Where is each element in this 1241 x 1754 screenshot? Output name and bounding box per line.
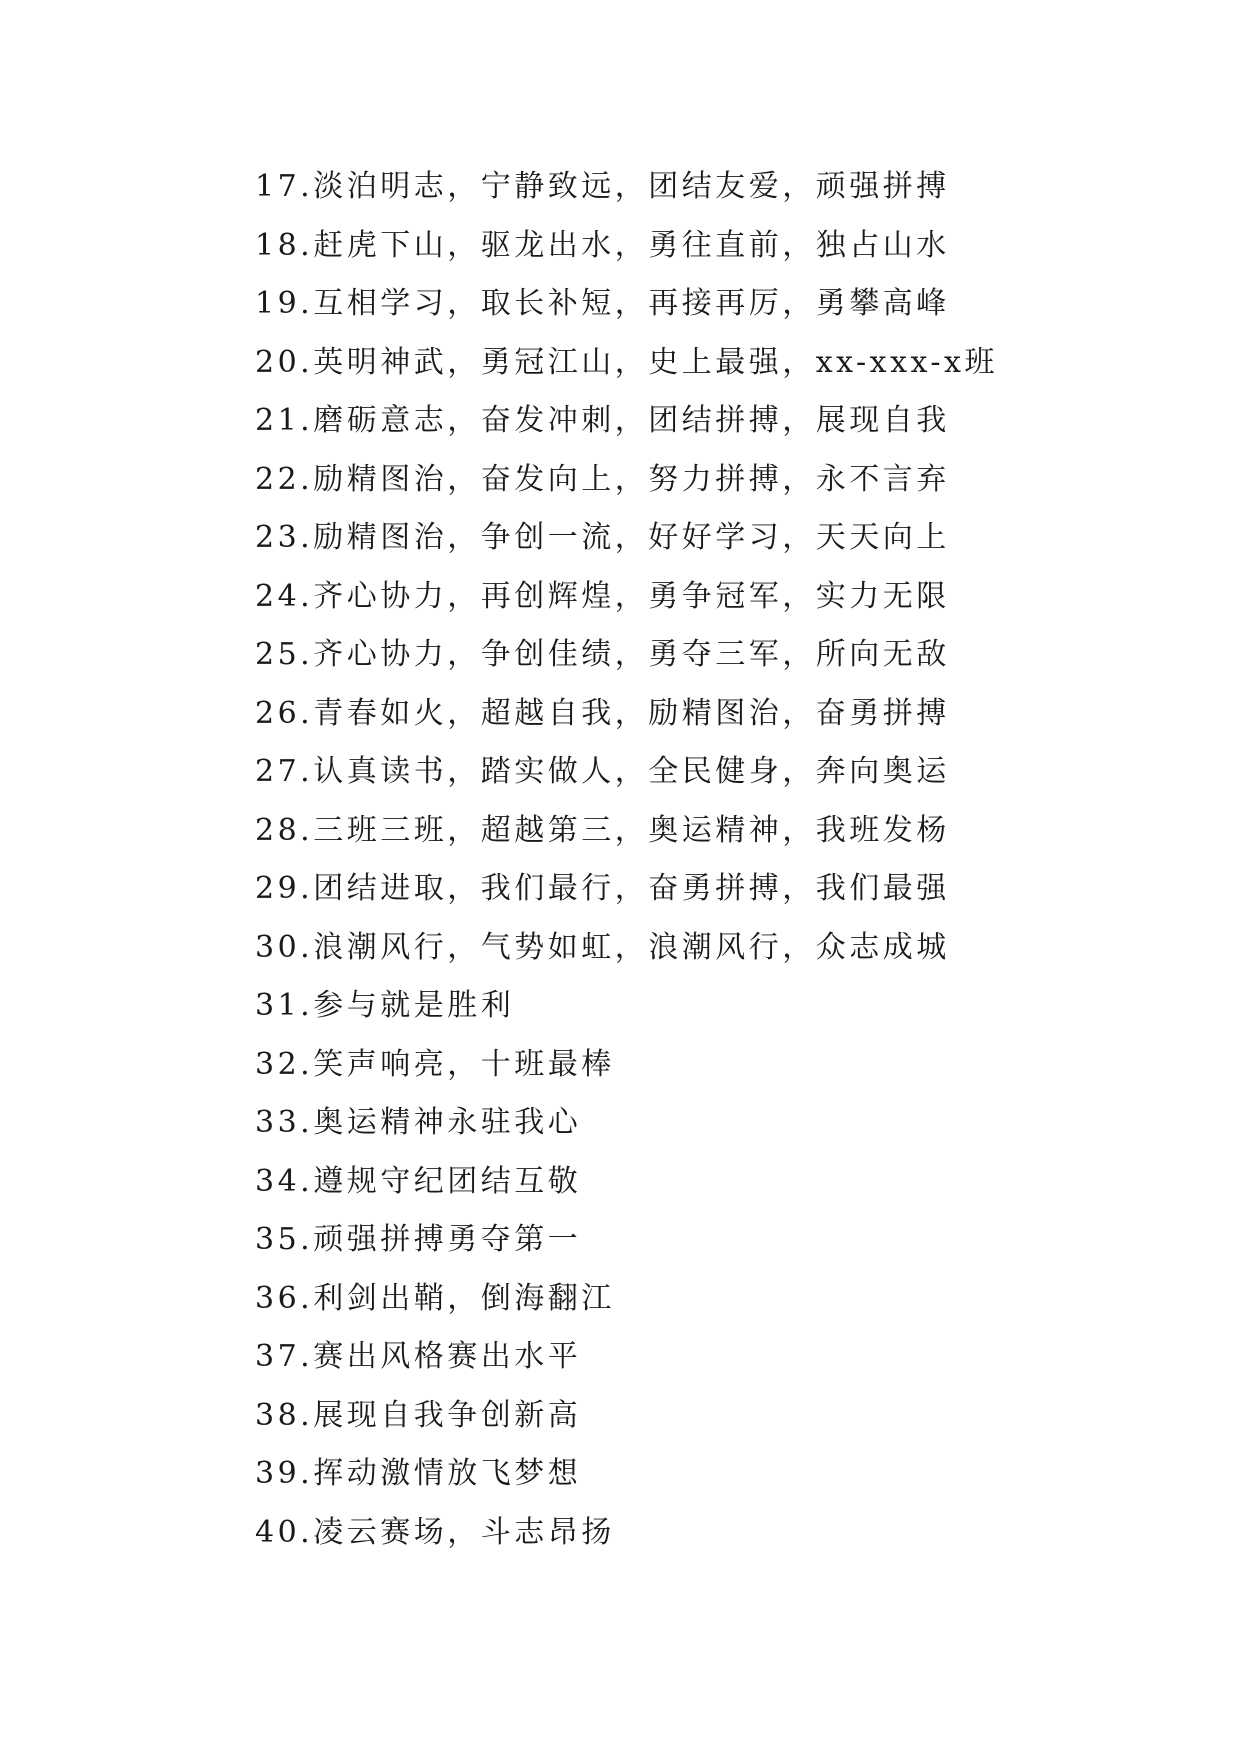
list-item: 30.浪潮风行，气势如虹，浪潮风行，众志成城: [255, 929, 950, 965]
list-item: 23.励精图治，争创一流，好好学习，天天向上: [255, 520, 950, 555]
list-item: 22.励精图治，奋发向上，努力拼搏，永不言弃: [255, 461, 950, 497]
list-item: 27.认真读书，踏实做人，全民健身，奔向奥运: [255, 754, 950, 789]
list-item: 25.齐心协力，争创佳绩，勇夺三军，所向无敌: [255, 637, 950, 672]
list-item: 24.齐心协力，再创辉煌，勇争冠军，实力无限: [255, 578, 950, 614]
list-item: 18.赶虎下山，驱龙出水，勇往直前，独占山水: [255, 227, 950, 263]
list-item: 40.凌云赛场，斗志昂扬: [255, 1514, 615, 1550]
list-item: 39.挥动激情放飞梦想: [255, 1456, 582, 1491]
list-item: 31.参与就是胜利: [255, 988, 515, 1023]
list-item: 26.青春如火，超越自我，励精图治，奋勇拼搏: [255, 695, 950, 731]
list-item: 38.展现自我争创新高: [255, 1397, 582, 1433]
list-item: 37.赛出风格赛出水平: [255, 1339, 582, 1374]
list-item: 28.三班三班，超越第三，奥运精神，我班发杨: [255, 812, 950, 848]
list-item: 21.磨砺意志，奋发冲刺，团结拼搏，展现自我: [255, 403, 950, 438]
list-item: 17.淡泊明志，宁静致远，团结友爱，顽强拼搏: [255, 169, 950, 204]
list-item: 35.顽强拼搏勇夺第一: [255, 1222, 582, 1257]
list-item: 32.笑声响亮，十班最棒: [255, 1046, 615, 1082]
slogan-list: [255, 158, 998, 1562]
list-item: 33.奥运精神永驻我心: [255, 1105, 582, 1140]
list-item: 20.英明神武，勇冠江山，史上最强，xx-xxx-x班: [255, 344, 998, 380]
list-item: 29.团结进取，我们最行，奋勇拼搏，我们最强: [255, 871, 950, 906]
list-item: 34.遵规守纪团结互敬: [255, 1163, 582, 1199]
list-item: 36.利剑出鞘，倒海翻江: [255, 1280, 615, 1316]
list-item: 19.互相学习，取长补短，再接再厉，勇攀高峰: [255, 286, 950, 321]
